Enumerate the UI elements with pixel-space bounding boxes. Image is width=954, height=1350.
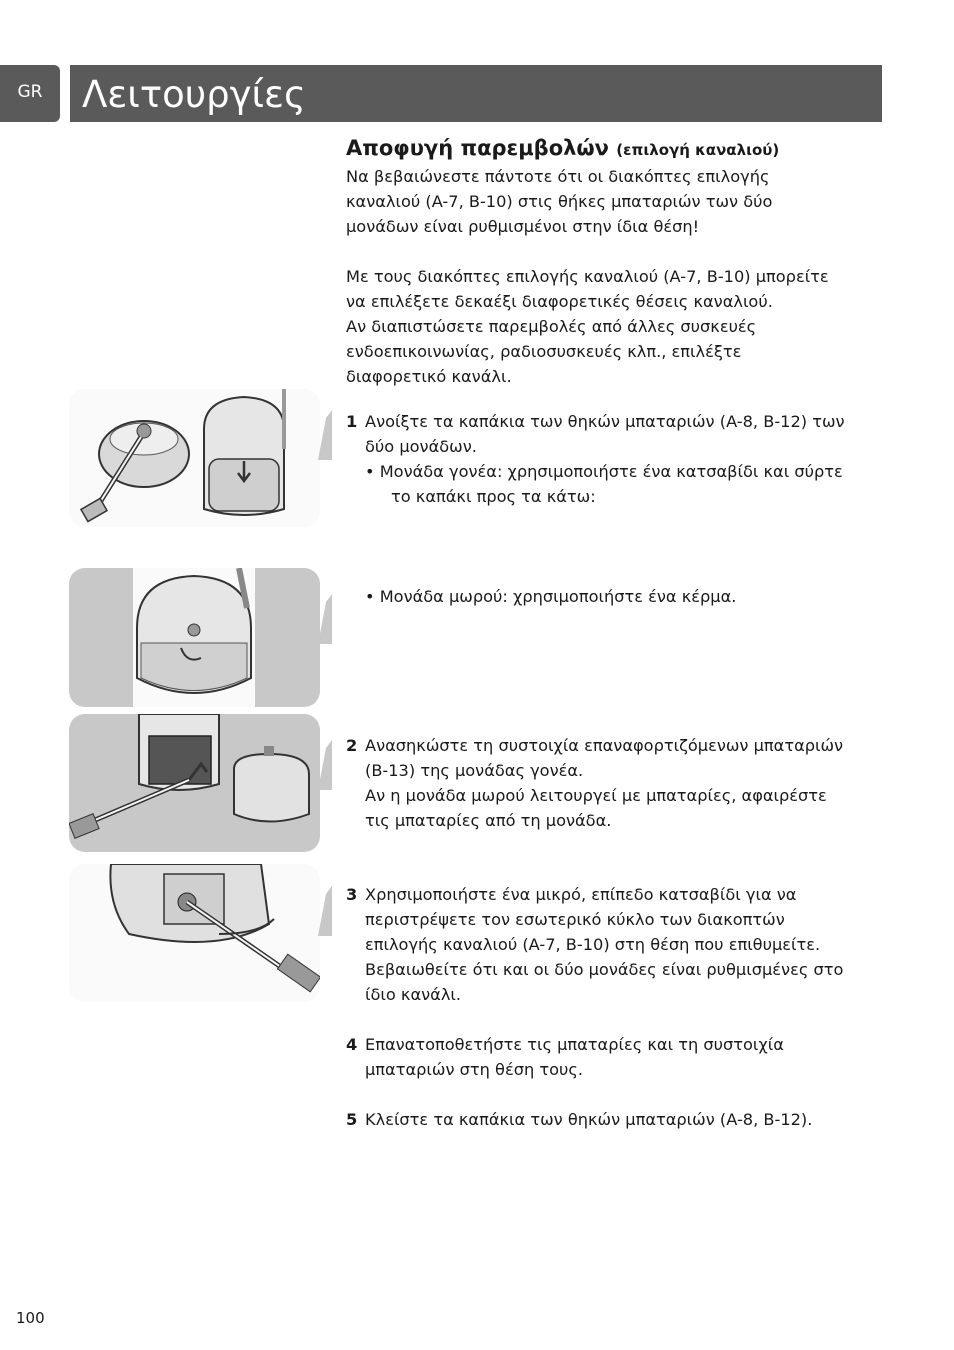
step-line: δύο μονάδων. [365, 437, 477, 456]
section-title: Αποφυγή παρεμβολών [346, 136, 609, 160]
step-line: Επανατοποθετήστε τις μπαταρίες και τη συστοιχία [365, 1035, 784, 1054]
figure-pointer [318, 740, 332, 794]
step-number: 3 [346, 885, 358, 904]
step-line: τις μπαταρίες από τη μονάδα. [365, 811, 612, 830]
paragraph-line: Αν διαπιστώσετε παρεμβολές από άλλες συσκευές [346, 317, 757, 336]
page-title-bar [70, 65, 882, 122]
figure-channel-switch [69, 864, 320, 1002]
paragraph-line: Με τους διακόπτες επιλογής καναλιού (A-7, B-10) μπορείτε [346, 267, 829, 286]
step-1 [346, 409, 886, 509]
bullet-parent-unit: • Μονάδα γονέα: χρησιμοποιήστε ένα κατσαβίδι και σύρτε το καπάκι προς τα κάτω: [365, 462, 843, 506]
bullet-baby-unit: • Μονάδα μωρού: χρησιμοποιήστε ένα κέρμα. [365, 587, 737, 606]
illustration-lift-battery-pack [69, 714, 320, 852]
figure-pointer [318, 886, 332, 940]
section-subtitle: (επιλογή καναλιού) [616, 141, 780, 159]
figure-pointer [318, 410, 332, 464]
language-tab [0, 65, 60, 122]
step-4 [346, 1032, 886, 1082]
section-heading [346, 134, 886, 164]
step-5 [346, 1107, 886, 1132]
step-2 [346, 733, 886, 833]
paragraph-line: διαφορετικό κανάλι. [346, 367, 512, 386]
language-code: GR [17, 81, 43, 102]
step-number: 4 [346, 1035, 358, 1054]
figure-baby-unit-coin [69, 568, 320, 707]
illustration-open-baby-cover [69, 568, 320, 707]
intro-line: καναλιού (A-7, B-10) στις θήκες μπαταριών των δύο [346, 192, 773, 211]
step-line: Ανοίξτε τα καπάκια των θηκών μπαταριών (A-8, B-12) των [365, 412, 845, 431]
step-line: επιλογής καναλιού (A-7, B-10) στη θέση που επιθυμείτε. [365, 935, 821, 954]
figure-pointer [318, 594, 332, 648]
step-line: μπαταριών στη θέση τους. [365, 1060, 584, 1079]
paragraph-line: ενδοεπικοινωνίας, ραδιοσυσκευές κλπ., επιλέξτε [346, 342, 742, 361]
step-line: Χρησιμοποιήστε ένα μικρό, επίπεδο κατσαβίδι για να [365, 885, 797, 904]
step-line: Κλείστε τα καπάκια των θηκών μπαταριών (A-8, B-12). [365, 1110, 813, 1129]
step-1-bullet-baby [346, 584, 886, 609]
step-line: Βεβαιωθείτε ότι και οι δύο μονάδες είναι ρυθμισμένες στο [365, 960, 844, 979]
step-number: 2 [346, 736, 358, 755]
step-number: 5 [346, 1110, 358, 1129]
step-number: 1 [346, 412, 358, 431]
step-line: Αν η μονάδα μωρού λειτουργεί με μπαταρίες, αφαιρέστε [365, 786, 827, 805]
figure-parent-unit-screwdriver [69, 389, 320, 527]
page-number: 100 [16, 1309, 45, 1327]
figure-lift-battery-pack [69, 714, 320, 852]
paragraph-line: να επιλέξετε δεκαέξι διαφορετικές θέσεις καναλιού. [346, 292, 773, 311]
illustration-open-parent-cover [69, 389, 320, 527]
step-line: περιστρέψετε τον εσωτερικό κύκλο των διακοπτών [365, 910, 785, 929]
step-line: Ανασηκώστε τη συστοιχία επαναφορτιζόμενων μπαταριών [365, 736, 844, 755]
intro-line: μονάδων είναι ρυθμισμένοι στην ίδια θέση! [346, 217, 700, 236]
illustration-rotate-channel-switch [69, 864, 320, 1002]
step-line: ίδιο κανάλι. [365, 985, 462, 1004]
step-3 [346, 882, 886, 1007]
main-content [346, 134, 886, 1129]
step-line: (B-13) της μονάδας γονέα. [365, 761, 584, 780]
intro-line: Να βεβαιώνεστε πάντοτε ότι οι διακόπτες επιλογής [346, 167, 770, 186]
page-title: Λειτουργίες [82, 73, 306, 116]
